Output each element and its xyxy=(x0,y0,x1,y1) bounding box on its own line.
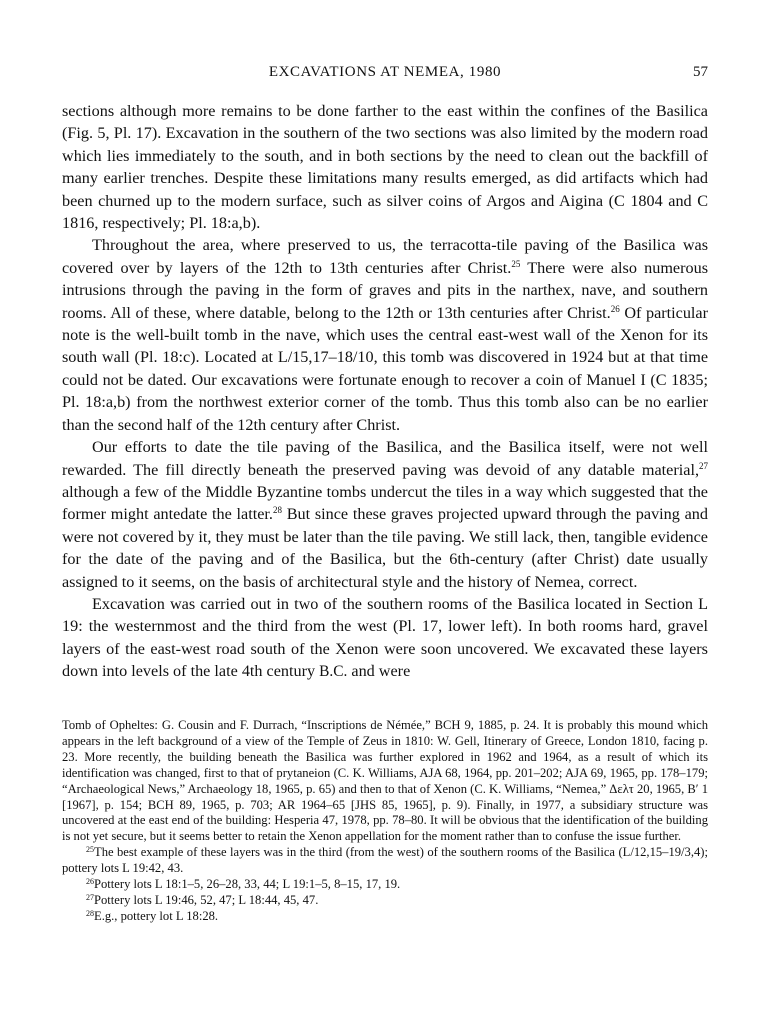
paragraph-2 xyxy=(62,234,708,436)
footnote-continuation: Tomb of Opheltes: G. Cousin and F. Durrach, “Inscriptions de Némée,” BCH 9, 1885, p. 24. It is probably this mound which appears in the left background of a view of the Temple of Zeus in 1810: W. Gell, Itinerary of Greece, London 1810, facing p. 23. More recently, the building beneath the Basilica was further explored in 1962 and 1964, as a result of which its identification was changed, first to that of prytaneion (C. K. Williams, AJA 68, 1964, pp. 201–202; AJA 69, 1965, pp. 178–179; “Archaeological News,” Archaeology 18, 1965, p. 65) and then to that of Xenon (C. K. Williams, “Nemea,” Δελτ 20, 1965, B′ 1 [1967], p. 154; BCH 89, 1965, p. 703; AR 1964–65 [JHS 85, 1965], p. 9). Finally, in 1977, a subsidiary structure was uncovered at the east end of the building: Hesperia 47, 1978, pp. 78–80. It will be obvious that the identification of the building is not yet secure, but it seems better to retain the Xenon appellation for the moment rather than to confuse the issue further. xyxy=(62,718,708,844)
footnote-25-number: 25 xyxy=(86,845,94,855)
footnote-ref-28: 28 xyxy=(272,505,282,516)
footnote-27 xyxy=(62,893,708,909)
footnote-ref-27: 27 xyxy=(699,460,708,471)
body-text xyxy=(62,100,708,684)
paragraph-4-text-b: and were xyxy=(347,662,411,681)
footnote-28-text: E.g., pottery lot L 18:28. xyxy=(94,908,219,923)
footnote-28 xyxy=(62,909,708,925)
footnote-28-number: 28 xyxy=(86,908,94,918)
footnote-27-text: Pottery lots L 19:46, 52, 47; L 18:44, 45, 47. xyxy=(94,892,319,907)
footnote-25-text: The best example of these layers was in the third (from the west) of the southern rooms of the Basilica (L/12,15–19/3,4); pottery lots L 19:42, 43. xyxy=(62,845,708,876)
paragraph-2-text-a: Throughout the area, where preserved to us, the terracotta-tile paving of the Basilica was covered over by layers of the 12th to 13th centuries after Christ. xyxy=(62,236,708,277)
paragraph-3-text-c: But since these graves projected upward through the paving and were not covered by it, they must be later than the tile paving. We still lack, then, tangible evidence for the date of the paving and of the Basilica, but the 6th-century (after Christ) date usually assigned to it seems, on the basis of architectural style and the history of Nemea, correct. xyxy=(62,505,708,591)
paragraph-1-text: sections although more remains to be done farther to the east within the confines of the Basilica (Fig. 5, Pl. 17). Excavation in the southern of the two sections was also limited by the modern road which lies immediately to the south, and in both sections by the need to clean out the backfill of many earlier trenches. Despite these limitations many results emerged, as did artifacts which had been churned up to the modern surface, such as silver coins of Argos and Aigina (C 1804 and C 1816, respectively; Pl. 18:a,b). xyxy=(62,102,708,233)
paragraph-2-text-b: There were also numerous intrusions through the paving in the form of graves and pits in the narthex, nave, and southern rooms. All of these, where datable, belong to the 12th or 13th centuries after Christ. xyxy=(62,258,708,322)
footnote-ref-25: 25 xyxy=(511,258,521,269)
footnote-ref-26: 26 xyxy=(610,303,620,314)
running-title: EXCAVATIONS AT NEMEA, 1980 xyxy=(268,64,502,80)
footnote-27-number: 27 xyxy=(86,892,94,902)
paragraph-2-text-c: Of particular note is the well-built tomb in the nave, which uses the central east-west wall of the Xenon for its south wall (Pl. 18:c). Located at L/15,17–18/10, this tomb was discovered in 1924 but at that time could not be dated. Our excavations were fortunate enough to recover a coin of Manuel I (C 1835; Pl. 18:a,b) from the northwest exterior corner of the tomb. Thus this tomb also can be no earlier than the second half of the 12th century after Christ. xyxy=(62,303,708,434)
bc-abbreviation: B.C. xyxy=(319,663,348,681)
paragraph-3 xyxy=(62,436,708,593)
paragraph-3-text-a: Our efforts to date the tile paving of the Basilica, and the Basilica itself, were not well rewarded. The fill directly beneath the preserved paving was devoid of any datable material, xyxy=(62,438,708,479)
running-head xyxy=(62,64,708,86)
paragraph-4 xyxy=(62,593,708,684)
footnotes xyxy=(62,718,708,925)
footnote-26-number: 26 xyxy=(86,877,94,887)
page-number: 57 xyxy=(693,64,708,80)
footnote-26-text: Pottery lots L 18:1–5, 26–28, 33, 44; L 19:1–5, 8–15, 17, 19. xyxy=(94,877,401,892)
paragraph-4-text-a: Excavation was carried out in two of the southern rooms of the Basilica located in Section L 19: the westernmost and the third from the west (Pl. 17, lower left). In both rooms hard, gravel layers of the east-west road south of the Xenon were soon uncovered. We excavated these layers down into levels of the late 4th century xyxy=(62,594,708,681)
footnote-26 xyxy=(62,877,708,893)
footnote-25 xyxy=(62,845,708,877)
paragraph-1 xyxy=(62,100,708,234)
paragraph-3-text-b: although a few of the Middle Byzantine tombs undercut the tiles in a way which suggested that the former might antedate the latter. xyxy=(62,482,708,524)
